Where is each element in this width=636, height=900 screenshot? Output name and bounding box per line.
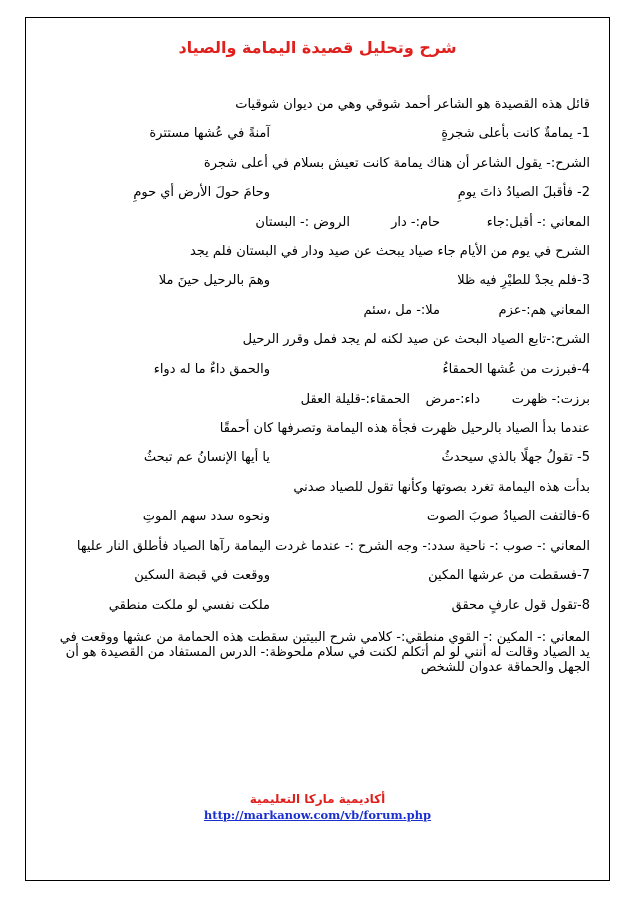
meaning-2a: المعاني :- أقبل:جاء xyxy=(486,215,590,230)
explanation-2: الشرح في يوم من الأيام جاء صياد يبحث عن صيد ودار في البستان فلم يجد xyxy=(189,244,590,259)
verse-6-second-hemistich: ونحوه سدد سهم الموتِ xyxy=(142,509,270,524)
page-title: شرح وتحليل قصيدة اليمامة والصياد xyxy=(178,38,457,57)
meaning-4b: داء:-مرض xyxy=(425,392,480,407)
verse-8-second-hemistich: ملكت نفسي لو ملكت منطقي xyxy=(108,598,270,613)
verse-7-first-hemistich: 7-فسقطت من عرشها المكين xyxy=(428,568,590,583)
explanation-1: الشرح:- يقول الشاعر أن هناك يمامة كانت تعيش بسلام في أعلى شجرة xyxy=(203,156,590,171)
footer-forum-link[interactable]: http://markanow.com/vb/forum.php xyxy=(203,808,432,822)
verse-2-second-hemistich: وحامَ حولَ الأرض أي حومِ xyxy=(133,185,270,200)
meaning-3a: المعاني هم:-عزم xyxy=(498,303,590,318)
meaning-4c: الحمقاء:-قليلة العقل xyxy=(300,392,410,407)
verse-5-first-hemistich: 5- تقولُ جهلًا بالذي سيحدثُ xyxy=(441,450,590,465)
page-border xyxy=(25,17,610,881)
verse-1-second-hemistich: آمنةً في عُشها مستترة xyxy=(149,126,270,141)
meaning-2b: حام:- دار xyxy=(391,215,440,230)
verse-8-first-hemistich: 8-تقول قول عارفٍ محقق xyxy=(451,598,590,613)
verse-3-first-hemistich: 3-فلم يجدْ للطيْرِ فيه ظلا xyxy=(457,273,590,288)
intro-line: قائل هذه القصيدة هو الشاعر أحمد شوقي وهي من ديوان شوقيات xyxy=(235,97,590,112)
footer-academy-name: أكاديمية ماركا التعليمية xyxy=(249,792,386,806)
verse-3-second-hemistich: وهمَ بالرحيل حينَ ملا xyxy=(158,273,270,288)
final-paragraph: المعاني :- المكين :- القوي منطقي:- كلامي شرح البيتين سقطت هذه الحمامة من عشها ووقعت في يد الصياد وقالت له أنني لو لم أتكلم لكنت في سلام ملحوظة:- الدرس المستفاد من القصيدة هو أن الجهل والحماقة عدوان للشخص xyxy=(59,630,590,675)
verse-7-second-hemistich: ووقعت في قبضة السكين xyxy=(134,568,270,583)
explanation-5: بدأت هذه اليمامة تغرد بصوتها وكأنها تقول للصياد صدني xyxy=(293,480,590,495)
verse-4-second-hemistich: والحمق داءٌ ما له دواء xyxy=(153,362,270,377)
meanings-6: المعاني :- صوب :- ناحية سدد:- وجه الشرح :- عندما غردت اليمامة رآها الصياد فأطلق النار عليها xyxy=(76,539,590,554)
verse-4-first-hemistich: 4-فبرزت من عُشها الحمقاءُ xyxy=(442,362,590,377)
explanation-4: عندما بدأ الصياد بالرحيل ظهرت فجأة هذه اليمامة وتصرفها كان أحمقًا xyxy=(219,421,590,436)
meaning-4a: برزت:- ظهرت xyxy=(511,392,590,407)
verse-6-first-hemistich: 6-فالتفت الصيادُ صوبَ الصوت xyxy=(426,509,590,524)
verse-2-first-hemistich: 2- فأقبلَ الصيادُ ذاتَ يومِ xyxy=(457,185,590,200)
meaning-3b: ملا:- مل ،سئم xyxy=(363,303,440,318)
explanation-3: الشرح:-تابع الصياد البحث عن صيد لكنه لم يجد فمل وقرر الرحيل xyxy=(242,332,590,347)
meaning-2c: الروض :- البستان xyxy=(255,215,350,230)
verse-5-second-hemistich: يا أيها الإنسانُ عم تبحثُ xyxy=(143,450,270,465)
verse-1-first-hemistich: 1- يمامةٌ كانت بأعلى شجرةٍ xyxy=(441,126,590,141)
